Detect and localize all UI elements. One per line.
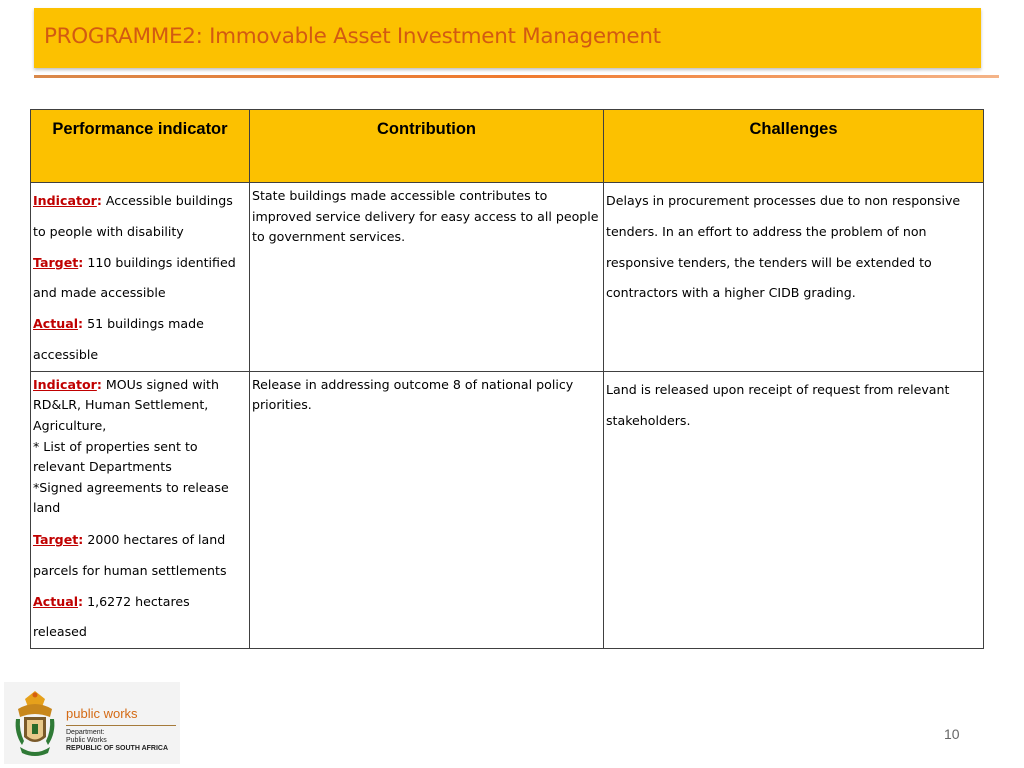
indicator-label: Indicator	[33, 376, 97, 392]
bullet-line: * List of properties sent to relevant Departments	[33, 438, 198, 475]
target-label: Target	[33, 531, 79, 547]
contribution-text: State buildings made accessible contributes to improved service delivery for easy access to all people to government services.	[252, 188, 599, 245]
slide-title: PROGRAMME2: Immovable Asset Investment Management	[44, 24, 661, 49]
indicator-text: Accessible buildings to people with disability	[33, 193, 233, 239]
target-line: Target: 2000 hectares of land parcels for human settlements	[33, 531, 227, 578]
header-challenges: Challenges	[604, 110, 984, 183]
logo-dept-name: Public Works	[66, 737, 107, 744]
logo-dept-line: Department:	[66, 729, 105, 736]
actual-text: 1,6272 hectares released	[33, 593, 190, 640]
bullet-line: *Signed agreements to release land	[33, 479, 229, 516]
target-text: 2000 hectares of land parcels for human settlements	[33, 531, 227, 578]
logo-country: REPUBLIC OF SOUTH AFRICA	[66, 745, 169, 752]
coat-of-arms-icon	[12, 687, 58, 761]
performance-table	[30, 109, 984, 649]
actual-label: Actual	[33, 593, 79, 609]
table-header-row	[31, 110, 984, 183]
challenges-text: Delays in procurement processes due to non responsive tenders. In an effort to address the problem of non responsive tenders, the tenders will be extended to contractors with a higher CIDB grading.	[606, 193, 961, 301]
contribution-cell	[250, 183, 604, 372]
title-bar	[34, 8, 981, 68]
indicator-text: MOUs signed with RD&LR, Human Settlement, Agriculture,	[33, 376, 219, 433]
target-line: Target: 110 buildings identified and made accessible	[33, 254, 236, 301]
actual-label: Actual	[33, 316, 79, 332]
header-performance-indicator: Performance indicator	[31, 110, 250, 183]
target-label: Target	[33, 254, 79, 270]
challenges-cell	[604, 183, 984, 372]
page-number: 10	[944, 726, 960, 742]
contribution-text: Release in addressing outcome 8 of national policy priorities.	[252, 376, 574, 413]
indicator-label: Indicator	[33, 193, 97, 208]
table-row	[31, 183, 984, 372]
actual-line: Actual: 51 buildings made accessible	[33, 316, 204, 362]
challenges-text: Land is released upon receipt of request from relevant stakeholders.	[606, 381, 950, 428]
indicator-cell	[31, 371, 250, 648]
contribution-cell	[250, 371, 604, 648]
actual-text: 51 buildings made accessible	[33, 316, 204, 362]
target-text: 110 buildings identified and made accessible	[33, 254, 236, 301]
table-row	[31, 371, 984, 648]
logo-brand-text: public works	[66, 706, 138, 721]
actual-line: Actual: 1,6272 hectares released	[33, 593, 190, 640]
header-contribution: Contribution	[250, 110, 604, 183]
indicator-line: Indicator: MOUs signed with RD&LR, Human Settlement, Agriculture,	[33, 376, 219, 433]
title-divider	[34, 75, 999, 78]
logo-divider	[66, 725, 176, 726]
public-works-logo	[4, 682, 180, 764]
challenges-cell	[604, 371, 984, 648]
indicator-line: Indicator: Accessible buildings to people with disability	[33, 193, 233, 239]
indicator-cell	[31, 183, 250, 372]
